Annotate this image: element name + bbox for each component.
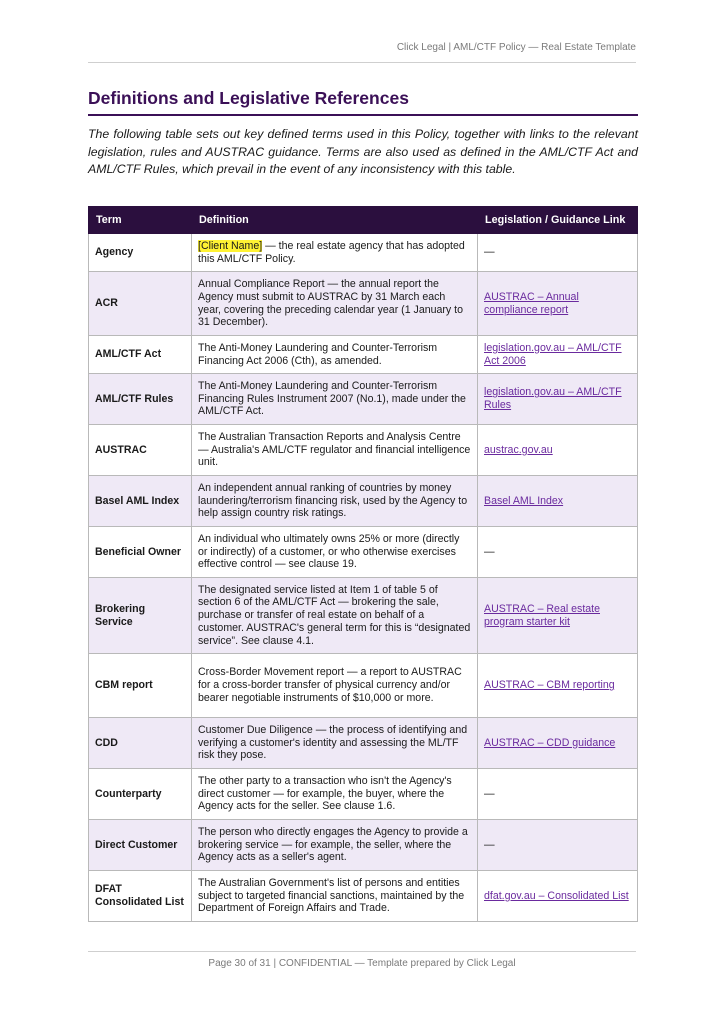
term-cell: CDD [89, 718, 192, 769]
table-header-row [89, 207, 638, 234]
term-cell: Counterparty [89, 769, 192, 820]
term-cell: Beneficial Owner [89, 527, 192, 578]
definition-cell: Cross-Border Movement report — a report to AUSTRAC for a cross-border transfer of physical currency and/or bearer negotiable instruments of $10,000 or more. [192, 654, 478, 718]
column-header-definition: Definition [192, 207, 478, 234]
term-cell: Agency [89, 234, 192, 272]
table-row [89, 272, 638, 336]
page-header: Click Legal | AML/CTF Policy — Real Estate Template [88, 42, 636, 53]
guidance-link[interactable]: Basel AML Index [484, 494, 564, 507]
column-header-term: Term [89, 207, 192, 234]
link-cell [478, 272, 638, 336]
guidance-link[interactable]: legislation.gov.au – AML/CTF Rules [484, 386, 622, 411]
table-row [89, 718, 638, 769]
guidance-link[interactable]: AUSTRAC – Annual compliance report [484, 290, 579, 316]
definition-cell: An individual who ultimately owns 25% or more (directly or indirectly) of a customer, or who otherwise exercises effective control — see clause 19. [192, 527, 478, 578]
link-cell [478, 336, 638, 374]
term-cell: CBM report [89, 654, 192, 718]
term-cell: Brokering Service [89, 578, 192, 654]
table-row [89, 871, 638, 922]
placeholder-highlight: [Client Name] [198, 239, 263, 252]
link-cell: — [478, 234, 638, 272]
definition-text: — the real estate agency that has adopted this AML/CTF Policy. [198, 239, 465, 265]
definition-cell [192, 234, 478, 272]
guidance-link[interactable]: AUSTRAC – CDD guidance [484, 736, 616, 749]
guidance-link[interactable]: AUSTRAC – CBM reporting [484, 679, 615, 692]
definition-cell: The Australian Transaction Reports and Analysis Centre — Australia's AML/CTF regulator and financial intelligence unit. [192, 425, 478, 476]
link-cell [478, 425, 638, 476]
definition-cell: An independent annual ranking of countries by money laundering/terrorism financing risk, used by the Agency to help assign country risk ratings. [192, 476, 478, 527]
guidance-link[interactable]: legislation.gov.au – AML/CTF Act 2006 [484, 341, 622, 367]
table-row [89, 820, 638, 871]
definition-cell: The other party to a transaction who isn't the Agency's direct customer — for example, the buyer, where the Agency acts for the seller. See clause 1.6. [192, 769, 478, 820]
definition-cell: The Anti-Money Laundering and Counter-Terrorism Financing Act 2006 (Cth), as amended. [192, 336, 478, 374]
intro-paragraph: The following table sets out key defined terms used in this Policy, together with links to the relevant legislation, rules and AUSTRAC guidance. Terms are also used as defined in the AML/CTF Act and AML/CTF Rules, which prevail in the event of any inconsistency with this table. [88, 127, 638, 177]
link-cell: — [478, 820, 638, 871]
definition-cell: Annual Compliance Report — the annual report the Agency must submit to AUSTRAC by 31 March each year, covering the preceding calendar year (1 January to 31 December). [192, 272, 478, 336]
definition-cell: The person who directly engages the Agency to provide a brokering service — for example, the seller, where the Agency acts as a seller's agent. [192, 820, 478, 871]
term-cell: Basel AML Index [89, 476, 192, 527]
term-cell: DFAT Consolidated List [89, 871, 192, 922]
term-cell: AUSTRAC [89, 425, 192, 476]
term-cell: ACR [89, 272, 192, 336]
definition-cell: The designated service listed at Item 1 of table 5 of section 6 of the AML/CTF Act — brokering the sale, purchase or transfer of real estate on behalf of a customer. AUSTRAC's general term for this is “designated service”. See clause 4.1. [192, 578, 478, 654]
definition-cell: The Australian Government's list of persons and entities subject to targeted financial sanctions, maintained by the Department of Foreign Affairs and Trade. [192, 871, 478, 922]
table-row [89, 769, 638, 820]
column-header-link: Legislation / Guidance Link [478, 207, 638, 234]
table-row [89, 425, 638, 476]
guidance-link[interactable]: dfat.gov.au – Consolidated List [484, 889, 629, 902]
link-cell: — [478, 527, 638, 578]
term-cell: AML/CTF Rules [89, 374, 192, 425]
link-cell: — [478, 769, 638, 820]
term-cell: AML/CTF Act [89, 336, 192, 374]
definition-cell: The Anti-Money Laundering and Counter-Terrorism Financing Rules Instrument 2007 (No.1), made under the AML/CTF Act. [192, 374, 478, 425]
table-row [89, 476, 638, 527]
table-row [89, 374, 638, 425]
guidance-link[interactable]: austrac.gov.au [484, 443, 553, 456]
link-cell [478, 718, 638, 769]
table-row [89, 654, 638, 718]
link-cell [478, 654, 638, 718]
table-row [89, 578, 638, 654]
definition-cell: Customer Due Diligence — the process of identifying and verifying a customer's identity and assessing the ML/TF risk they pose. [192, 718, 478, 769]
table-row [89, 234, 638, 272]
table-row [89, 336, 638, 374]
table-row [89, 527, 638, 578]
link-cell [478, 578, 638, 654]
section-title: Definitions and Legislative References [88, 88, 638, 116]
link-cell [478, 871, 638, 922]
guidance-link[interactable]: AUSTRAC – Real estate program starter kit [484, 602, 600, 628]
link-cell [478, 476, 638, 527]
link-cell [478, 374, 638, 425]
definitions-table [88, 206, 638, 922]
page-footer: Page 30 of 31 | CONFIDENTIAL — Template prepared by Click Legal [88, 951, 636, 969]
term-cell: Direct Customer [89, 820, 192, 871]
